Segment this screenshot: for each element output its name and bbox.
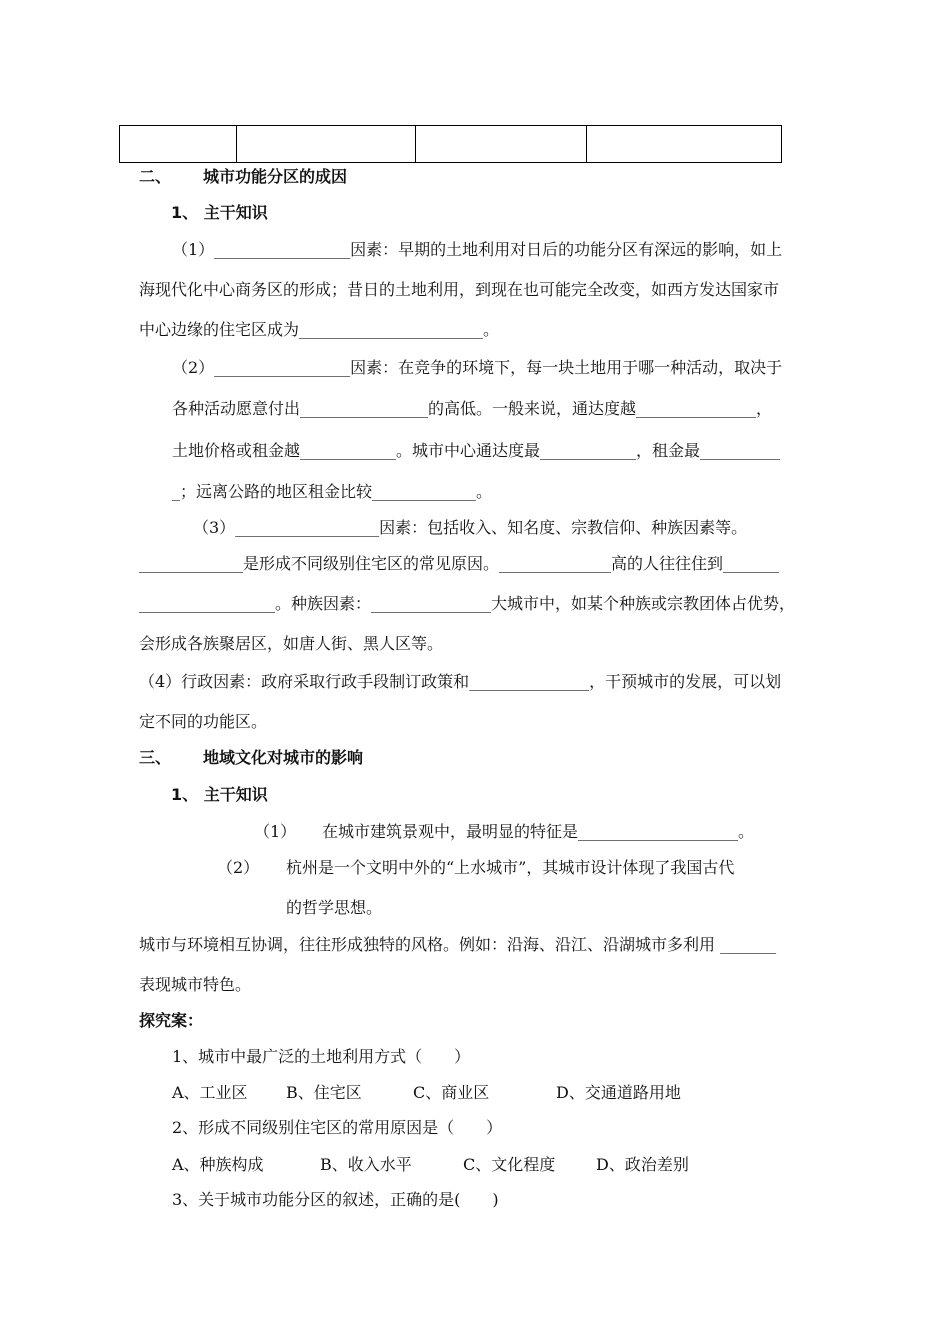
table-cell xyxy=(416,126,587,163)
section2-heading: 城市功能分区的成因 xyxy=(203,167,348,186)
section3-para-line1: 城市与环境相互协调，往往形成独特的风格。例如：沿海、沿江、沿湖城市多利用 _______ xyxy=(139,935,777,954)
item1-text: 在城市建筑景观中，最明显的特征是____________________。 xyxy=(322,822,755,841)
section2-number: 二、 xyxy=(139,167,172,186)
item1-number: （1） xyxy=(254,822,297,841)
q1-option-d: D、交通道路用地 xyxy=(556,1083,681,1102)
para2-line3: 土地价格或租金越____________。城市中心通达度最____________，租金最__________ xyxy=(172,441,781,460)
item2-line2: 的哲学思想。 xyxy=(286,898,383,917)
section3-subheading: 1、 主干知识 xyxy=(171,785,268,804)
section3-number: 三、 xyxy=(139,748,172,767)
para4-line1: （4）行政因素：政府采取行政手段制订政策和_______________，干预城市的发展，可以划 xyxy=(139,672,782,691)
question-1: 1、城市中最广泛的土地利用方式（ ） xyxy=(172,1047,471,1066)
inquiry-heading: 探究案： xyxy=(139,1011,204,1030)
para3-line1: （3）__________________因素：包括收入、知名度、宗教信仰、种族因素等。 xyxy=(193,518,748,537)
q2-option-d: D、政治差别 xyxy=(596,1155,689,1174)
section3-para-line2: 表现城市特色。 xyxy=(139,975,252,994)
question-2: 2、形成不同级别住宅区的常用原因是（ ） xyxy=(172,1118,503,1137)
table-cell xyxy=(237,126,416,163)
para1-line2: 海现代化中心商务区的形成；昔日的土地利用，到现在也可能完全改变，如西方发达国家市 xyxy=(139,280,780,299)
q2-option-b: B、收入水平 xyxy=(320,1155,412,1174)
q1-option-a: A、工业区 xyxy=(172,1083,248,1102)
para4-line2: 定不同的功能区。 xyxy=(139,712,268,731)
para3-line4: 会形成各族聚居区，如唐人街、黑人区等。 xyxy=(139,634,444,653)
q2-option-a: A、种族构成 xyxy=(172,1155,264,1174)
para2-line1: （2）_________________因素：在竞争的环境下，每一块土地用于哪一种活动，取决于 xyxy=(172,358,783,377)
top-table xyxy=(119,125,782,163)
item2-number: （2） xyxy=(217,858,260,877)
para1-line3: 中心边缘的住宅区成为_______________________。 xyxy=(139,320,500,339)
q1-option-c: C、商业区 xyxy=(413,1083,490,1102)
question-3: 3、关于城市功能分区的叙述，正确的是( ) xyxy=(172,1190,499,1209)
section2-subheading: 1、 主干知识 xyxy=(171,203,268,222)
section3-heading: 地域文化对城市的影响 xyxy=(203,748,364,767)
para3-line2: _____________是形成不同级别住宅区的常见原因。______________高的人往往住到_______ xyxy=(139,554,780,573)
table-cell xyxy=(587,126,782,163)
para2-line4: _；远离公路的地区租金比较_____________。 xyxy=(172,482,493,501)
q1-option-b: B、住宅区 xyxy=(286,1083,362,1102)
para2-line2: 各种活动愿意付出________________的高低。一般来说，通达度越_______________， xyxy=(172,399,773,418)
para1-line1: （1）_________________因素：早期的土地利用对日后的功能分区有深远的影响，如上 xyxy=(172,240,783,259)
para3-line3: _________________。种族因素：_______________大城市中，如某个种族或宗教团体占优势， xyxy=(139,594,796,613)
q2-option-c: C、文化程度 xyxy=(463,1155,556,1174)
item2-line1: 杭州是一个文明中外的“上水城市”，其城市设计体现了我国古代 xyxy=(286,858,735,877)
table-cell xyxy=(120,126,237,163)
